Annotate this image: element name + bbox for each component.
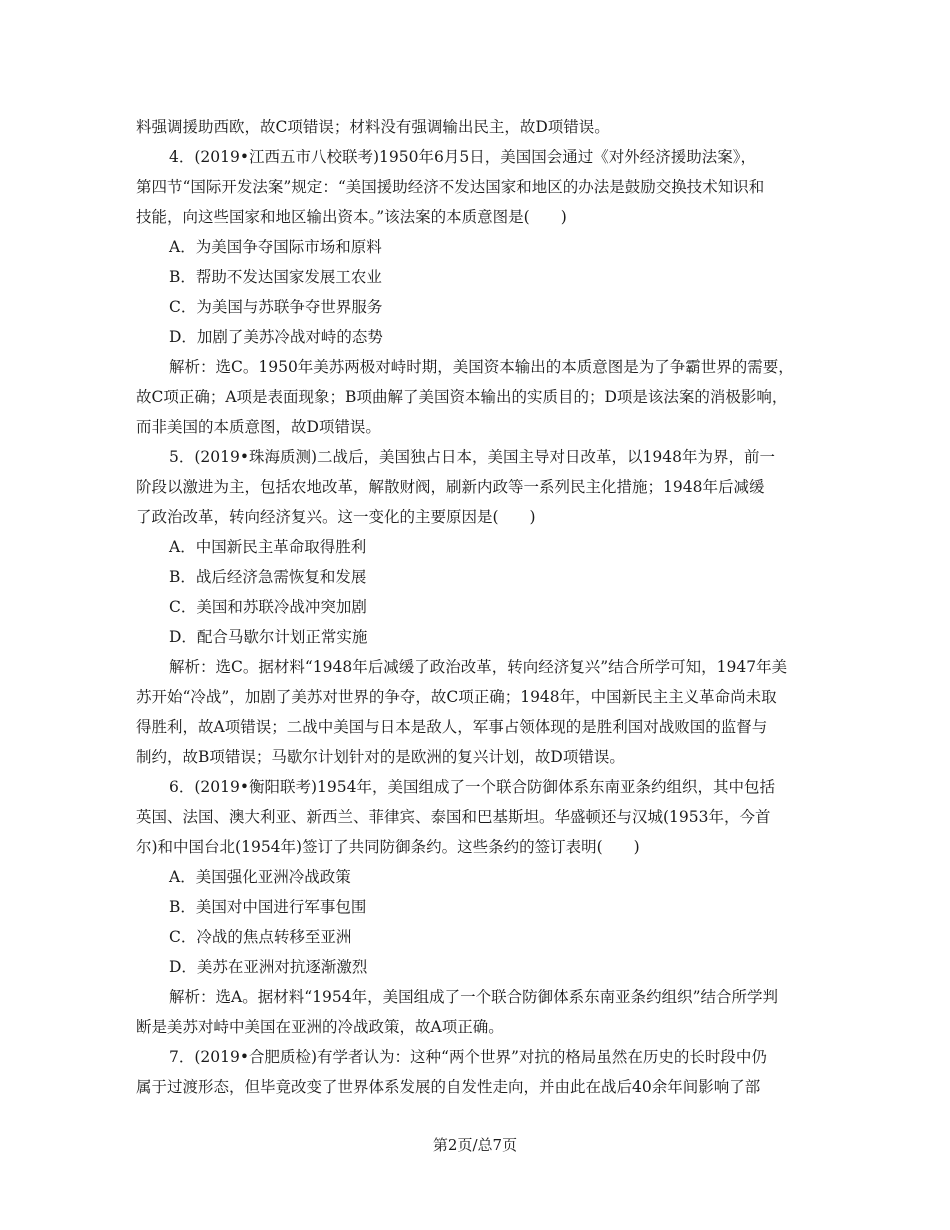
text-line: C．为美国与苏联争夺世界服务: [169, 298, 383, 316]
text-line: A．为美国争夺国际市场和原料: [169, 238, 382, 256]
page-footer: 第2页/总7页: [432, 1136, 518, 1154]
text-line: 得胜利，故A项错误；二战中美国与日本是敌人，军事占领体现的是胜利国对战败国的监督与: [136, 718, 768, 736]
text-line: D．配合马歇尔计划正常实施: [169, 628, 368, 646]
text-line: 解析：选C。据材料“1948年后减缓了政治改革，转向经济复兴”结合所学可知，1947年美: [169, 658, 788, 676]
text-line: D．加剧了美苏冷战对峙的态势: [169, 328, 383, 346]
text-line: 故C项正确；A项是表面现象；B项曲解了美国资本输出的实质目的；D项是该法案的消极影响，: [136, 388, 788, 406]
text-line: 尔)和中国台北(1954年)签订了共同防御条约。这些条约的签订表明( ): [136, 838, 640, 856]
text-line: 断是美苏对峙中美国在亚洲的冷战政策，故A项正确。: [136, 1018, 504, 1036]
text-line: D．美苏在亚洲对抗逐渐激烈: [169, 958, 368, 976]
text-line: 了政治改革，转向经济复兴。这一变化的主要原因是( ): [136, 508, 536, 526]
text-line: A．中国新民主革命取得胜利: [169, 538, 367, 556]
text-line: B．帮助不发达国家发展工农业: [169, 268, 382, 286]
text-line: 4．(2019•江西五市八校联考)1950年6月5日，美国国会通过《对外经济援助法案》，: [169, 148, 756, 166]
text-line: 制约，故B项错误；马歇尔计划针对的是欧洲的复兴计划，故D项错误。: [136, 748, 625, 766]
text-line: 6．(2019•衡阳联考)1954年，美国组成了一个联合防御体系东南亚条约组织，其中包括: [169, 778, 775, 796]
text-line: 技能，向这些国家和地区输出资本。”该法案的本质意图是( ): [136, 208, 567, 226]
text-line: C．冷战的焦点转移至亚洲: [169, 928, 352, 946]
text-line: 英国、法国、澳大利亚、新西兰、菲律宾、泰国和巴基斯坦。华盛顿还与汉城(1953年，今首: [136, 808, 771, 826]
text-line: 而非美国的本质意图，故D项错误。: [136, 418, 381, 436]
document-body: [136, 112, 818, 1102]
text-line: B．战后经济急需恢复和发展: [169, 568, 367, 586]
text-line: B．美国对中国进行军事包围: [169, 898, 367, 916]
text-line: 苏开始“冷战”，加剧了美苏对世界的争夺，故C项正确；1948年，中国新民主主义革命尚未取: [136, 688, 777, 706]
text-line: A．美国强化亚洲冷战政策: [169, 868, 351, 886]
text-line: 第四节“国际开发法案”规定：“美国援助经济不发达国家和地区的办法是鼓励交换技术知识和: [136, 178, 765, 196]
text-line: 5．(2019•珠海质测)二战后，美国独占日本，美国主导对日改革，以1948年为界，前一: [169, 448, 775, 466]
text-line: 7．(2019•合肥质检)有学者认为：这种“两个世界”对抗的格局虽然在历史的长时段中仍: [169, 1048, 767, 1066]
text-line: 阶段以激进为主，包括农地改革，解散财阀，刷新内政等一系列民主化措施；1948年后减缓: [136, 478, 765, 496]
text-line: 解析：选C。1950年美苏两极对峙时期，美国资本输出的本质意图是为了争霸世界的需要，: [169, 358, 794, 376]
text-line: 解析：选A。据材料“1954年，美国组成了一个联合防御体系东南亚条约组织”结合所学判: [169, 988, 778, 1006]
text-line: 料强调援助西欧，故C项错误；材料没有强调输出民主，故D项错误。: [136, 118, 610, 136]
text-line: C．美国和苏联冷战冲突加剧: [169, 598, 367, 616]
text-line: 属于过渡形态，但毕竟改变了世界体系发展的自发性走向，并由此在战后40余年间影响了部: [136, 1078, 761, 1096]
